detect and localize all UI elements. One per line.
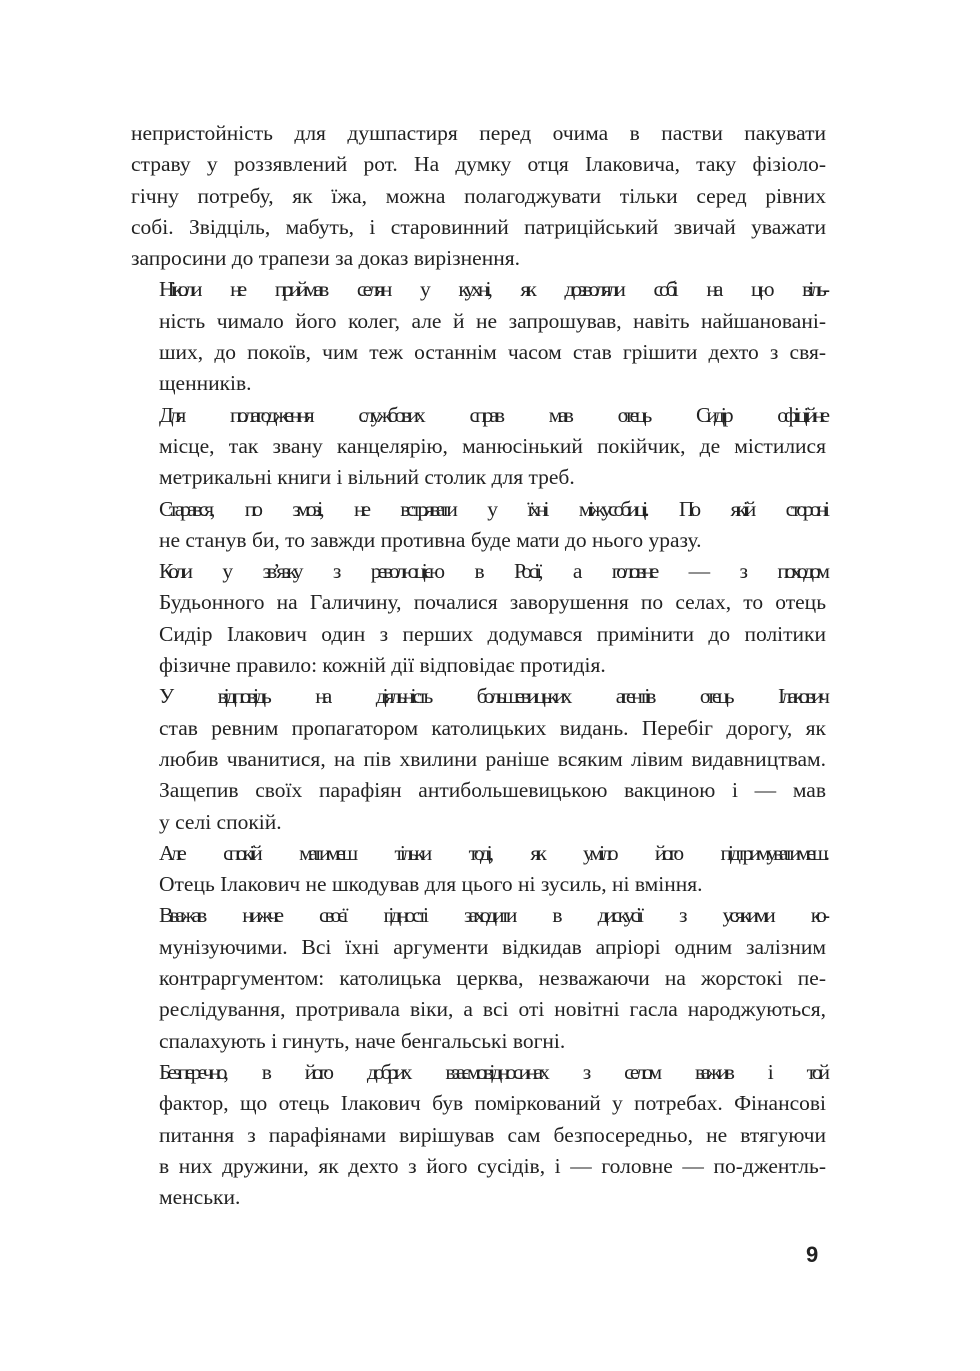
- text-line: Старався, по змозі, не встрявати у їхні міжусобиці. По якій стороні: [159, 496, 826, 521]
- paragraph: [131, 1057, 826, 1213]
- text-line: Ніколи не приймав селян у кухні, як дозволяли собі на цю віль-: [159, 277, 826, 302]
- text-line: Будьонного на Галичину, почалися заворушення по селах, то отець: [159, 590, 826, 615]
- text-line: реслідування, протривала віки, а всі оті новітні гасла народжуються,: [159, 997, 826, 1022]
- text-line: собі. Звідціль, мабуть, і старовинний патриційський звичай уважати: [131, 214, 826, 239]
- text-line: Безперечно, в його добрих взаємовідносинах з селом важив і той: [159, 1059, 826, 1084]
- text-line: спалахують і гинуть, наче бенгальські вогні.: [159, 1028, 566, 1053]
- text-line: запросини до трапези за доказ вирізнення.: [131, 246, 520, 271]
- text-line: метрикальні книги і вільний столик для треб.: [159, 465, 575, 490]
- text-line: не станув би, то завжди противна буде мати до нього уразу.: [159, 527, 702, 552]
- text-line: менськи.: [159, 1185, 241, 1210]
- page-number: 9: [806, 1242, 819, 1267]
- text-line: страву у роззявлений рот. На думку отця Ілаковича, таку фізіоло-: [131, 152, 826, 177]
- text-line: в них дружини, як дехто з його сусідів, і — головне — по-джентль-: [159, 1153, 826, 1178]
- text-line: Але спокій матимеш тільки тоді, як уміло його підтримуватимеш.: [159, 840, 826, 865]
- paragraph: [131, 900, 826, 1056]
- text-line: гічну потребу, як їжа, можна полагоджувати тільки серед рівних: [131, 183, 826, 208]
- text-line: питання з парафіянами вирішував сам безпосередньо, не втягуючи: [159, 1122, 826, 1147]
- text-line: Для полагодження службових справ мав отець Сидір офіційне: [159, 402, 826, 427]
- text-line: Коли у зв’язку з революцією в Росії, а головне — з походом: [159, 559, 826, 584]
- text-line: У відповідь на діяльність большевицьких агентів отець Ілакович: [159, 684, 826, 709]
- text-line: мунізуючими. Всі їхні аргументи відкидав апріорі одним залізним: [159, 934, 826, 959]
- text-line: став ревним пропагатором католицьких видань. Перебіг дорогу, як: [159, 715, 826, 740]
- page-body: [131, 118, 826, 1213]
- text-line: фактор, що отець Ілакович був поміркований у потребах. Фінансові: [159, 1091, 826, 1116]
- text-line: у селі спокій.: [159, 809, 282, 834]
- text-line: контраргументом: католицька церква, незважаючи на жорстокі пе-: [159, 966, 826, 991]
- text-line: Отець Ілакович не шкодував для цього ні зусиль, ні вміння.: [159, 872, 703, 897]
- text-line: Защепив своїх парафіян антибольшевицькою вакциною і — мав: [159, 778, 826, 803]
- paragraph: [131, 400, 826, 494]
- paragraph: [131, 494, 826, 557]
- paragraph: [131, 274, 826, 399]
- paragraph: [131, 838, 826, 901]
- paragraph: [131, 681, 826, 837]
- text-line: непристойність для душпастиря перед очима в пастви пакувати: [131, 121, 826, 145]
- text-line: щенників.: [159, 371, 252, 396]
- paragraph: [131, 118, 826, 274]
- text-line: Сидір Ілакович один з перших додумався примінити до політики: [159, 621, 826, 646]
- text-line: Вважав нижче своєї гідності заходити в дискусії з усякими ко-: [159, 903, 826, 928]
- text-line: місце, так звану канцелярію, манюсінький покійчик, де містилися: [159, 433, 826, 458]
- paragraph: [131, 556, 826, 681]
- text-line: ших, до покоїв, чим теж останнім часом став грішити дехто з свя-: [159, 340, 826, 365]
- text-line: фізичне правило: кожній дії відповідає протидія.: [159, 653, 606, 678]
- text-line: любив чванитися, на пів хвилини раніше всяким лівим видавництвам.: [159, 746, 826, 771]
- text-line: ність чимало його колег, але й не запрошував, навіть найшановані-: [159, 308, 826, 333]
